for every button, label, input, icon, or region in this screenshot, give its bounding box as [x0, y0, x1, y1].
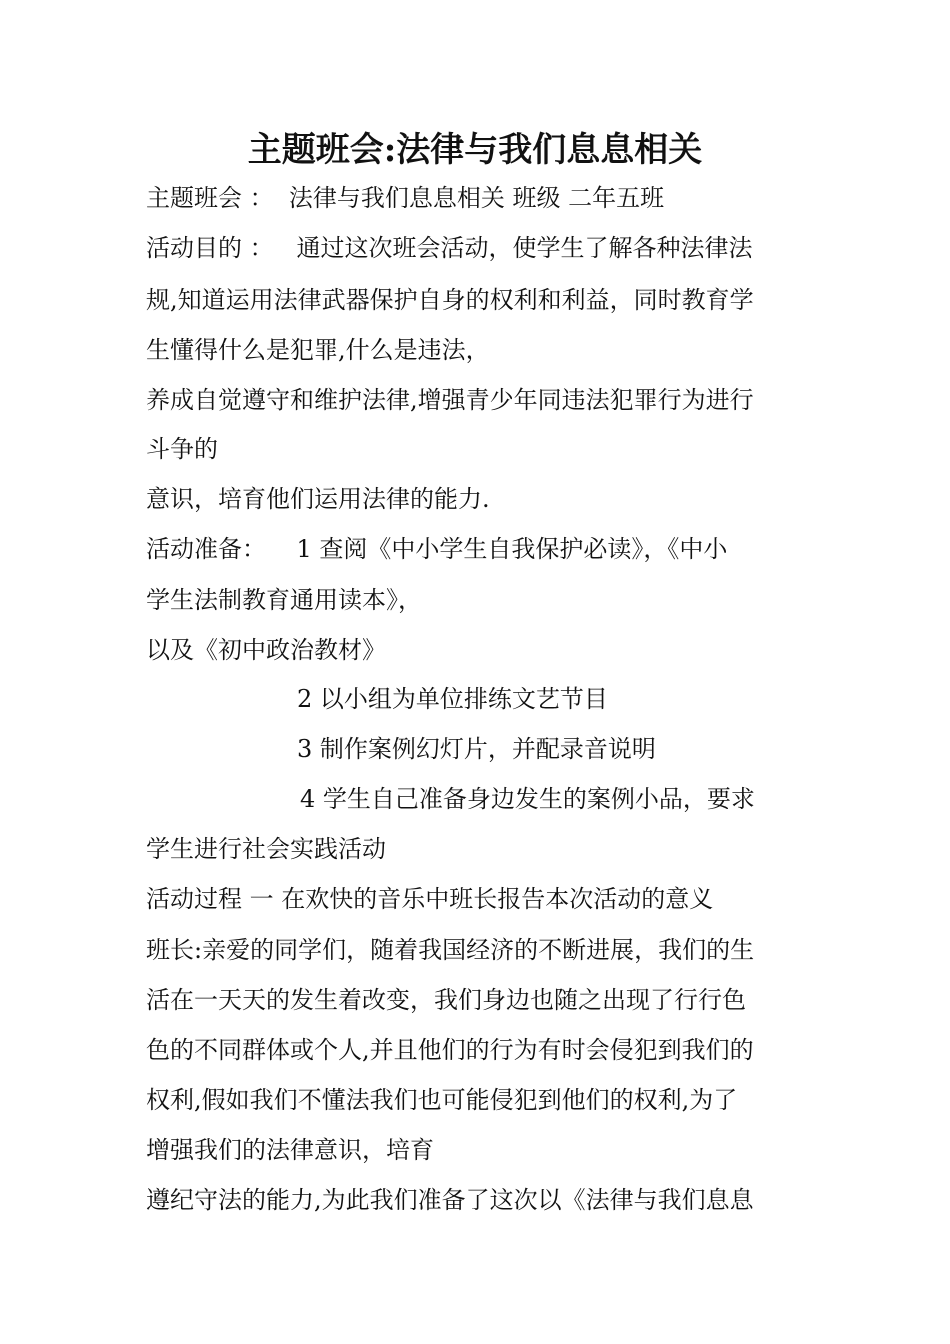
text-line-class-info: 主题班会 ： 法律与我们息息相关 班级 二年五班	[146, 184, 665, 212]
text-line-monitor-1: 班长:亲爱的同学们，随着我国经济的不断进展，我们的生	[146, 936, 755, 964]
document-title: 主题班会:法律与我们息息相关	[247, 130, 703, 170]
text-line-monitor-6: 遵纪守法的能力,为此我们准备了这次以《法律与我们息息	[146, 1186, 754, 1214]
text-line-goal-3: 生懂得什么是犯罪,什么是违法，	[146, 336, 490, 364]
text-line-prep-item-3: 3 制作案例幻灯片，并配录音说明	[297, 735, 656, 763]
text-line-prep-item-2: 2 以小组为单位排练文艺节目	[297, 685, 608, 713]
text-line-goal-5: 斗争的	[146, 435, 218, 463]
text-line-prep-item-4: 4 学生自己准备身边发生的案例小品，要求	[300, 785, 755, 813]
text-line-prep-item-4-cont: 学生进行社会实践活动	[146, 835, 386, 863]
text-line-process-1: 活动过程 一 在欢快的音乐中班长报告本次活动的意义	[146, 885, 714, 913]
text-line-prep-1: 活动准备： 1 查阅《中小学生自我保护必读》，《中小	[146, 535, 728, 563]
text-line-goal-2: 规,知道运用法律武器保护自身的权利和利益，同时教育学	[146, 286, 754, 314]
text-line-prep-3: 以及《初中政治教材》	[146, 636, 386, 664]
text-line-prep-2: 学生法制教育通用读本》，	[146, 586, 422, 614]
text-line-monitor-4: 权利,假如我们不懂法我们也可能侵犯到他们的权利,为了	[146, 1086, 738, 1114]
text-line-monitor-2: 活在一天天的发生着改变，我们身边也随之出现了行行色	[146, 986, 746, 1014]
text-line-goal-1: 活动目的 ： 通过这次班会活动，使学生了解各种法律法	[146, 234, 753, 262]
text-line-monitor-3: 色的不同群体或个人,并且他们的行为有时会侵犯到我们的	[146, 1036, 754, 1064]
text-line-goal-4: 养成自觉遵守和维护法律,增强青少年同违法犯罪行为进行	[146, 386, 754, 414]
text-line-goal-6: 意识，培育他们运用法律的能力.	[146, 485, 490, 513]
text-line-monitor-5: 增强我们的法律意识，培育	[146, 1136, 434, 1164]
